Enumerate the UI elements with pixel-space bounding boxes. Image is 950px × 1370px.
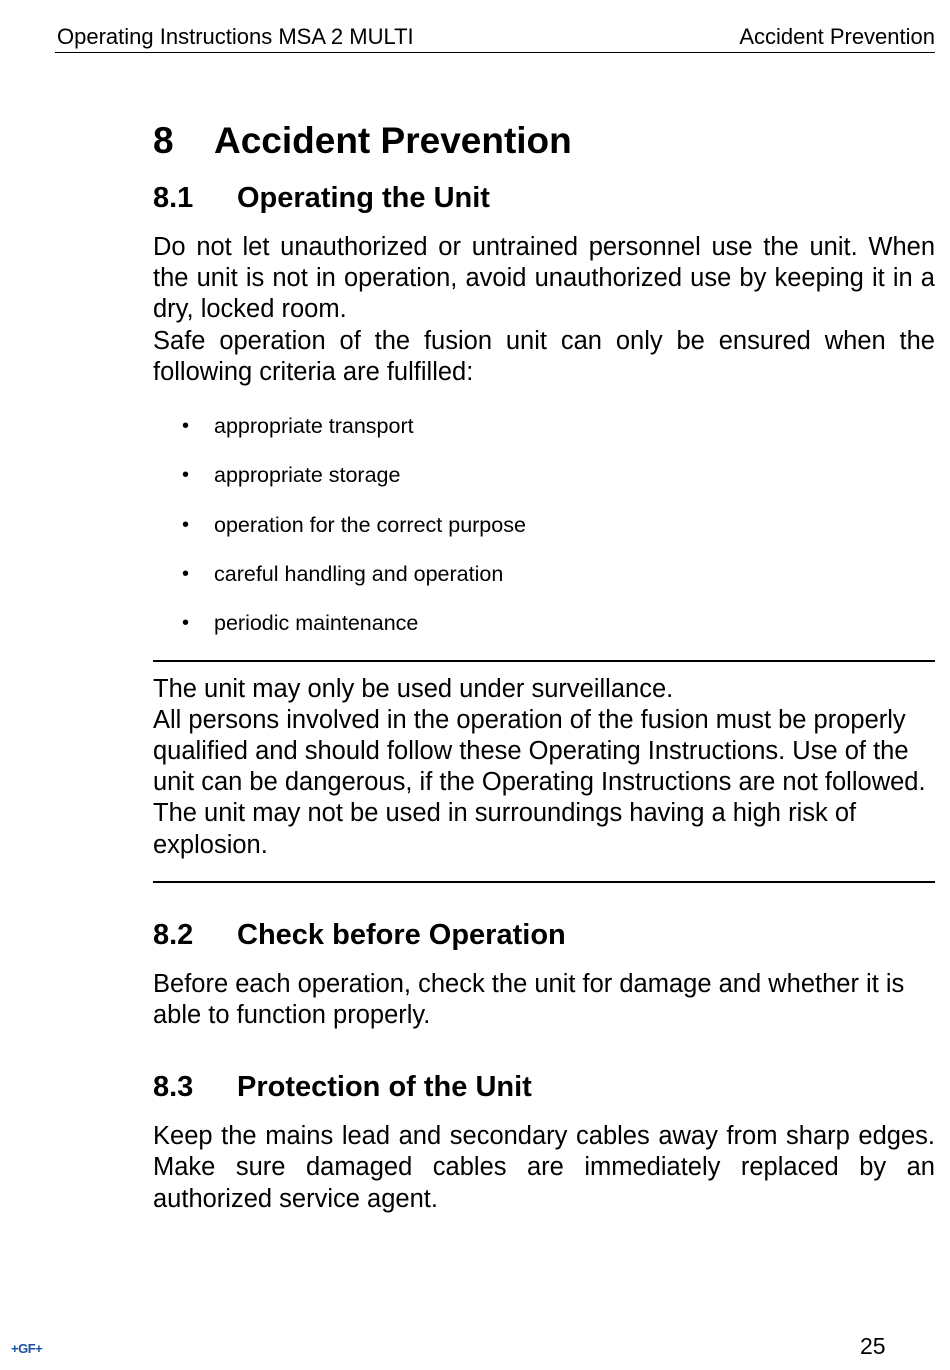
chapter-heading xyxy=(153,118,935,164)
section-heading-8-3 xyxy=(153,1069,935,1105)
page-content xyxy=(153,118,935,1215)
list-item-text: appropriate storage xyxy=(214,463,401,488)
bullet-icon: • xyxy=(182,562,190,585)
bullet-icon: • xyxy=(182,612,190,635)
section-number: 8.2 xyxy=(153,918,194,951)
bullet-icon: • xyxy=(182,415,190,438)
header-section-title: Accident Prevention xyxy=(739,24,935,49)
bullet-icon: • xyxy=(182,464,190,487)
gf-logo: +GF+ xyxy=(11,1341,43,1356)
section-title: Check before Operation xyxy=(237,918,566,951)
list-item-text: careful handling and operation xyxy=(214,561,504,586)
section-title: Protection of the Unit xyxy=(237,1071,532,1104)
list-item xyxy=(153,610,935,636)
paragraph-safe-operation: Safe operation of the fusion unit can only be ensured when the following criteria are fulfilled: xyxy=(153,326,935,386)
paragraph-unauthorized-use: Do not let unauthorized or untrained personnel use the unit. When the unit is not in operation, avoid unauthorized use by keeping it in a dry, locked room. xyxy=(153,233,935,324)
list-item-text: appropriate transport xyxy=(214,414,414,439)
list-item xyxy=(153,462,935,488)
list-item-text: operation for the correct purpose xyxy=(214,512,526,537)
safety-notice-box xyxy=(153,660,935,883)
chapter-number: 8 xyxy=(153,120,174,161)
page-number: 25 xyxy=(860,1333,886,1359)
list-item-text: periodic maintenance xyxy=(214,611,419,636)
notice-line-qualification: All persons involved in the operation of the fusion must be properly qualified and should follow these Operating Instructions. Use of the unit can be dangerous, if the Operating Instructions are not followed. The unit may not be used in surroundings having a high risk of explosion. xyxy=(153,705,926,859)
section-heading-8-2 xyxy=(153,917,935,953)
list-item xyxy=(153,413,935,439)
header-document-title: Operating Instructions MSA 2 MULTI xyxy=(57,24,414,49)
section-title: Operating the Unit xyxy=(237,182,490,214)
section-heading-8-1 xyxy=(153,180,935,216)
section-number: 8.1 xyxy=(153,182,194,214)
notice-line-surveillance: The unit may only be used under surveillance. xyxy=(153,674,674,703)
list-item xyxy=(153,561,935,587)
criteria-list xyxy=(153,413,935,636)
bullet-icon: • xyxy=(182,513,190,536)
section-number: 8.3 xyxy=(153,1071,194,1104)
list-item xyxy=(153,512,935,538)
chapter-title: Accident Prevention xyxy=(214,120,572,161)
page-header xyxy=(55,24,935,53)
paragraph-check-before-operation: Before each operation, check the unit for damage and whether it is able to function properly. xyxy=(153,969,905,1029)
paragraph-protection-of-unit: Keep the mains lead and secondary cables away from sharp edges. Make sure damaged cables are immediately replaced by an authorized service agent. xyxy=(153,1122,935,1213)
